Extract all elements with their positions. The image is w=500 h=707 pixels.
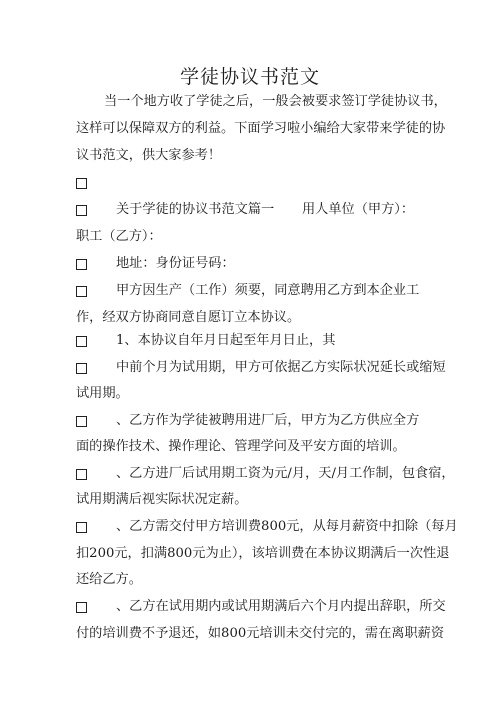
checkbox-icon [76, 205, 87, 216]
clause-text: 扣200元，扣满800元为止），该培训费在本协议期满后一次性退 [76, 546, 450, 561]
checkbox-icon [76, 286, 87, 297]
clause-text: 试用期。 [76, 386, 129, 401]
checkbox-icon [76, 522, 87, 533]
address-label: 地址：身份证号码： [116, 256, 235, 271]
checkbox-icon [76, 363, 87, 374]
employee-label: 职工（乙方）： [76, 229, 162, 244]
intro-line-2: 这样可以保障双方的利益。下面学习啦小编给大家带来学徒的协 [76, 121, 446, 136]
checkbox-icon [76, 178, 87, 189]
intro-line-3: 议书范文，供大家参考！ [76, 148, 222, 163]
document-title: 学徒协议书范文 [179, 66, 320, 88]
checkbox-icon [76, 602, 87, 613]
clause-text: 中前个月为试用期，甲方可依据乙方实际状况延长或缩短 [116, 360, 446, 375]
checkbox-icon [76, 416, 87, 427]
checkbox-icon [76, 259, 87, 270]
clause-text: 、乙方作为学徒被聘用进厂后，甲方为乙方供应全方 [116, 413, 420, 428]
checkbox-icon [76, 469, 87, 480]
section-heading: 关于学徒的协议书范文篇一 [116, 202, 275, 217]
clause-text: 面的操作技术、操作理论、管理学问及平安方面的培训。 [76, 439, 406, 454]
clause-text: 、乙方进厂后试用期工资为元/月，天/月工作制，包食宿， [116, 466, 455, 481]
clause-text: 甲方因生产（工作）须要，同意聘用乙方到本企业工 [116, 283, 420, 298]
clause-text: 试用期满后视实际状况定薪。 [76, 492, 248, 507]
intro-line-1: 当一个地方收了学徒之后，一般会被要求签订学徒协议书， [104, 94, 447, 109]
clause-text: 、乙方需交付甲方培训费800元，从每月薪资中扣除（每月 [116, 519, 458, 534]
clause-text: 1、本协议自年月日起至年月日止，其 [116, 333, 336, 348]
checkbox-icon [76, 336, 87, 347]
clause-text: 还给乙方。 [76, 572, 142, 587]
clause-text: 、乙方在试用期内或试用期满后六个月内提出辞职，所交 [116, 599, 446, 614]
clause-text: 作，经双方协商同意自愿订立本协议。 [76, 310, 301, 325]
clause-text: 付的培训费不予退还，如800元培训未交付完的，需在离职薪资 [76, 626, 445, 641]
employer-label: 用人单位（甲方）： [302, 202, 415, 217]
